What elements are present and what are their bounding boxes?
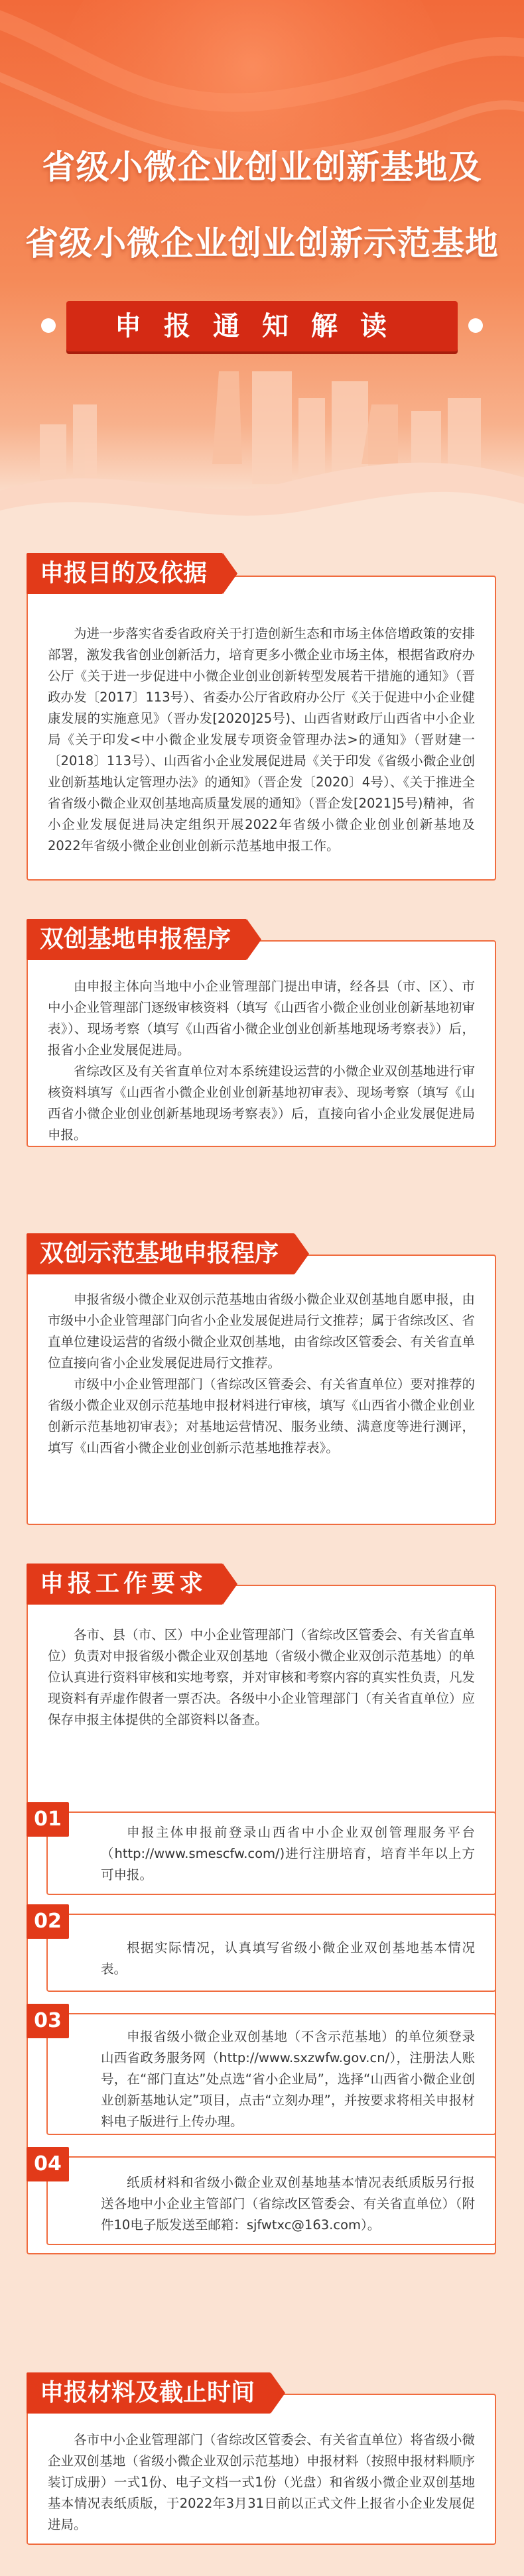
requirements-intro: 各市、县（市、区）中小企业管理部门（省综改区管委会、有关省直单位）负责对申报省级小微企业双创基地（省级小微企业双创示范基地）的单位认真进行资料审核和实地考察，并对审核和考察内容的真实性负责，凡发现资料有弄虚作假者一票否决。各级中小企业管理部门（有关省直单位）应保存申报主体提供的全部资料以备查。 [48,1627,475,1727]
requirement-item-1 [46,1811,496,1895]
purpose-card [27,576,496,881]
requirement-item-2 [46,1914,496,1992]
header-banner [0,0,524,557]
deadline-card [27,2394,496,2545]
deadline-text: 各市中小企业管理部门（省综改区管委会、有关省直单位）将省级小微企业双创基地（省级小微企业双创示范基地）申报材料（按照申报材料顺序装订成册）一式1份、电子文档一式1份（光盘）和省级小微企业双创基地基本情况表纸质版，于2022年3月31日前以正式文件上报省小企业发展促进局。 [48,2432,475,2532]
demo-procedure-section-title: 双创示范基地申报程序 [27,1233,295,1274]
requirements-section-title: 申报工作要求 [27,1564,223,1605]
page-title-line1: 省级小微企业创业创新基地及 [42,148,482,186]
header-decoration [0,0,524,557]
requirement-item-1-text: 申报主体申报前登录山西省中小企业双创管理服务平台（http://www.smescfw.com/)进行注册培育，培育半年以上方可申报。 [101,1825,475,1882]
page-title-line2: 省级小微企业创业创新示范基地 [25,224,499,263]
requirement-item-4 [46,2156,496,2245]
requirement-number-3: 03 [27,2004,69,2038]
demo-procedure-para2: 市级中小企业管理部门（省综改区管委会、有关省直单位）要对推荐的省级小微企业双创示范基地申报材料进行审核，填写《山西省小微企业创业创新示范基地初审表》；对基地运营情况、服务业绩、满意度等进行测评，填写《山西省小微企业创业创新示范基地推荐表》。 [48,1377,475,1455]
subtitle-dot-right [468,318,483,333]
requirement-number-2: 02 [27,1904,69,1939]
requirement-item-3-text: 申报省级小微企业双创基地（不含示范基地）的单位须登录山西省政务服务网（http://www.sxzwfw.gov.cn/），注册法人账号，在“部门直达”处点选“省小企业局”，选择“山西省小微企业创业创新基地认定”项目，点击“立刻办理”，并按要求将相关申报材料电子版进行上传办理。 [101,2029,475,2129]
base-procedure-para1: 由申报主体向当地中小企业管理部门提出申请，经各县（市、区）、市中小企业管理部门逐级审核资料（填写《山西省小微企业创业创新基地初审表》）、现场考察（填写《山西省小微企业创业创新基地现场考察表》）后，报省小企业发展促进局。 [48,979,475,1058]
purpose-text: 为进一步落实省委省政府关于打造创新生态和市场主体倍增政策的安排部署，激发我省创业创新活力，培育更多小微企业市场主体，根据省政府办公厅《关于进一步促进中小微企业创业创新转型发展若干措施的通知》（晋政办发〔2017〕113号）、省委办公厅省政府办公厅《关于促进中小企业健康发展的实施意见》（晋办发[2020]25号)、山西省财政厅山西省中小企业局《关于印发<中小微企业发展专项资金管理办法>的通知》（晋财建一〔2018〕113号）、山西省小企业发展促进局《关于印发《省级小微企业创业创新基地认定管理办法》的通知》（晋企发〔2020〕4号）、《关于推进全省省级小微企业双创基地高质量发展的通知》（晋企发[2021]5号)精神，省小企业发展促进局决定组织开展2022年省级小微企业创业创新基地及2022年省级小微企业创业创新示范基地申报工作。 [48,626,475,853]
requirement-item-4-text: 纸质材料和省级小微企业双创基地基本情况表纸质版另行报送各地中小企业主管部门（省综改区管委会、有关省直单位）（附件10电子版发送至邮箱：sjfwtxc@163.com）。 [101,2175,475,2233]
page-subtitle: 申报通知解读 [66,301,458,351]
demo-procedure-para1: 申报省级小微企业双创示范基地由省级小微企业双创基地自愿申报，由市级中小企业管理部门向省小企业发展促进局行文推荐；属于省综改区、省直单位建设运营的省级小微企业双创基地，由省综改区管委会、有关省直单位直接向省小企业发展促进局行文推荐。 [48,1292,475,1371]
requirement-number-4: 04 [27,2147,69,2181]
base-procedure-section-title: 双创基地申报程序 [27,919,247,960]
base-procedure-para2: 省综改区及有关省直单位对本系统建设运营的小微企业双创基地进行审核资料填写《山西省小微企业创业创新基地初审表》、现场考察（填写《山西省小微企业创业创新基地现场考察表》）后，直接向省小企业发展促进局申报。 [48,1064,475,1142]
requirement-number-1: 01 [27,1802,69,1837]
base-procedure-card [27,940,496,1147]
requirement-item-3 [46,2013,496,2135]
demo-procedure-card [27,1255,496,1525]
purpose-section-title: 申报目的及依据 [27,553,223,594]
requirement-item-2-text: 根据实际情况，认真填写省级小微企业双创基地基本情况表。 [101,1940,475,1977]
subtitle-dot-left [41,318,56,333]
deadline-section-title: 申报材料及截止时间 [27,2372,271,2414]
